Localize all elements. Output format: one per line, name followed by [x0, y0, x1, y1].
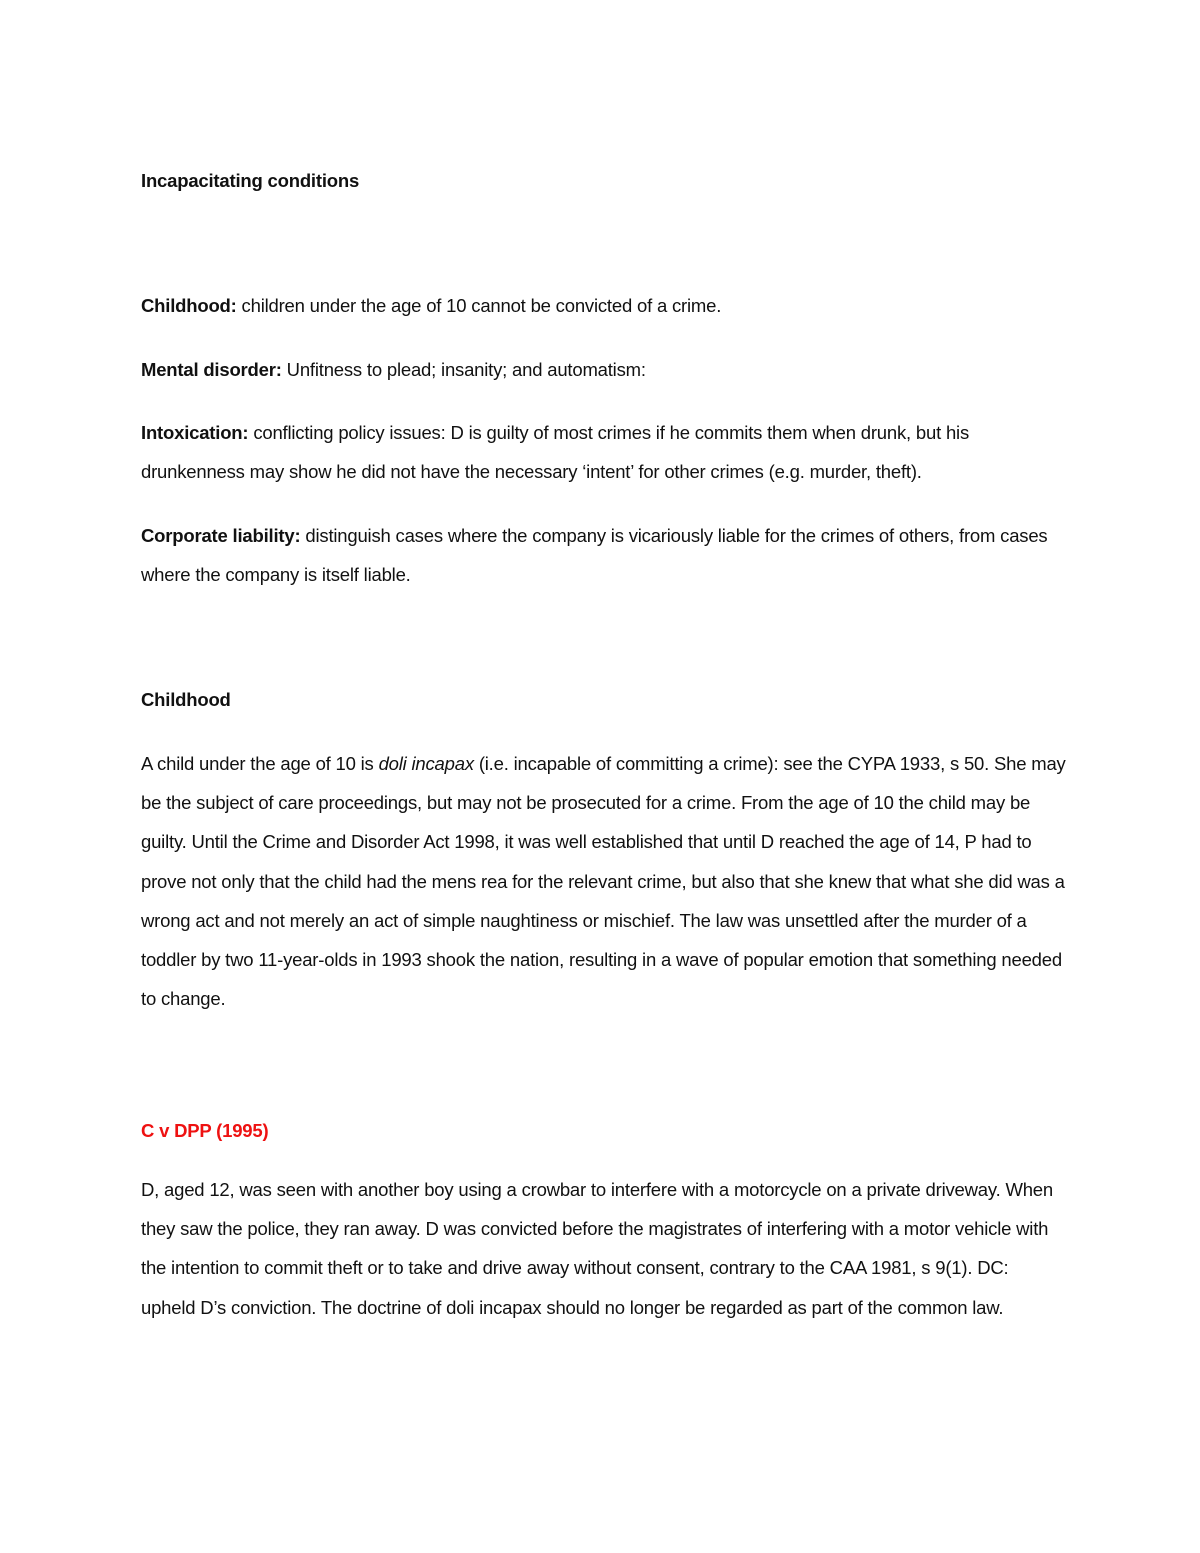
summary-term: Mental disorder: [141, 359, 282, 380]
case-paragraph: D, aged 12, was seen with another boy using a crowbar to interfere with a motorcycle on a private driveway. When they saw the police, they ran away. D was convicted before the magistrates of interfering with a motor vehicle with the intention to commit theft or to take and drive away without consent, contrary to the CAA 1981, s 9(1). DC: upheld D’s conviction. The doctrine of doli incapax should no longer be regarded as part of the common law. [141, 1179, 1053, 1318]
summary-intoxication [141, 413, 1066, 491]
paragraph-text: A child under the age of 10 is [141, 753, 379, 774]
summary-text: Unfitness to plead; insanity; and automatism: [281, 359, 646, 380]
summary-text: children under the age of 10 cannot be convicted of a crime. [236, 295, 722, 316]
summary-text: conflicting policy issues: D is guilty of most crimes if he commits them when drunk, but his drunkenness may show he did not have the necessary ‘intent’ for other crimes (e.g. murder, theft). [141, 422, 970, 483]
section-heading-childhood: Childhood [141, 689, 231, 710]
childhood-paragraph [141, 744, 1066, 1018]
summary-term: Corporate liability: [141, 525, 301, 546]
document-title: Incapacitating conditions [141, 170, 360, 191]
summary-mental-disorder [141, 350, 1066, 389]
summary-text: distinguish cases where the company is vicariously liable for the crimes of others, from cases where the company is itself liable. [141, 525, 1048, 586]
case-heading: C v DPP (1995) [141, 1120, 269, 1141]
paragraph-text: (i.e. incapable of committing a crime): see the CYPA 1933, s 50. She may be the subject of care proceedings, but may not be prosecuted for a crime. From the age of 10 the child may be guilty. Until the Crime and Disorder Act 1998, it was well established that until D reached the age of 14, P had to prove not only that the child had the mens rea for the relevant crime, but also that she knew that what she did was a wrong act and not merely an act of simple naughtiness or mischief. The law was unsettled after the murder of a toddler by two 11-year-olds in 1993 shook the nation, resulting in a wave of popular emotion that something needed to change. [141, 753, 1066, 1010]
summary-term: Intoxication: [141, 422, 249, 443]
summary-corporate-liability [141, 516, 1066, 594]
summary-term: Childhood: [141, 295, 237, 316]
latin-term: doli incapax [378, 753, 474, 774]
summary-childhood [141, 286, 1066, 325]
